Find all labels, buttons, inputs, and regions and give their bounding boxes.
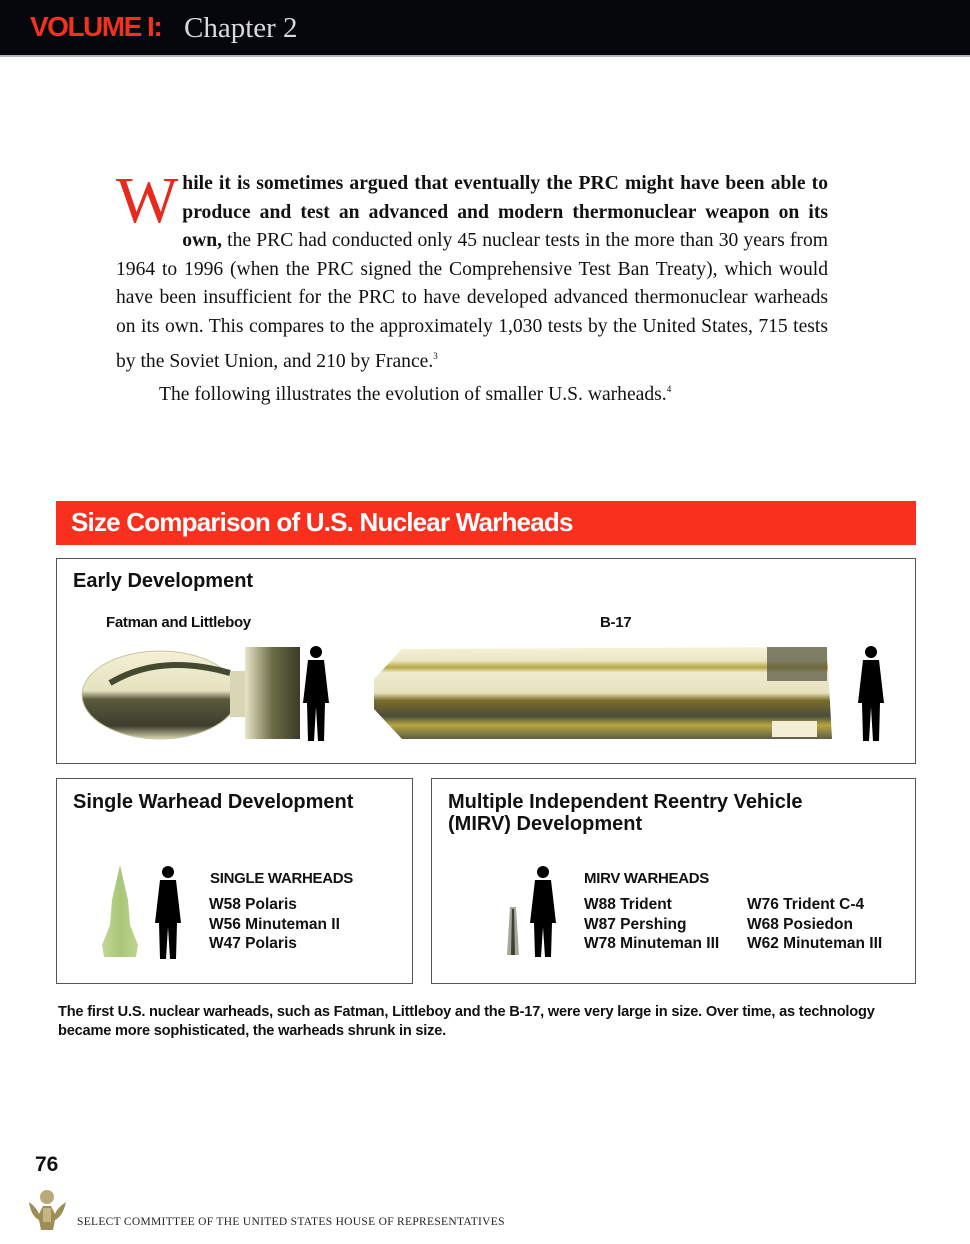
figure-title-bar — [56, 501, 916, 545]
volume-label: VOLUME I: — [30, 11, 162, 42]
b17-bomb-image — [372, 643, 834, 743]
list-item: W76 Trident C-4 — [747, 896, 865, 913]
mirv-warheads-list-col1 — [584, 895, 719, 954]
b17-label: B-17 — [600, 614, 632, 631]
mirv-title-line2: (MIRV) Development — [448, 813, 643, 835]
list-item: W87 Pershing — [584, 915, 687, 933]
intro-text: The following illustrates the evolution of smaller U.S. warheads. — [159, 384, 667, 405]
mirv-warhead-image — [506, 907, 520, 957]
intro-paragraph — [159, 384, 671, 406]
list-item: W88 Trident — [584, 896, 672, 913]
mirv-title — [448, 791, 803, 835]
person-silhouette-icon — [301, 645, 331, 743]
footnote-ref-3[interactable]: 3 — [433, 350, 438, 361]
single-warhead-title: Single Warhead Development — [73, 791, 354, 813]
body-paragraph — [116, 164, 828, 376]
great-seal-icon — [25, 1188, 70, 1232]
single-warhead-image — [100, 865, 140, 961]
footnote-ref-4[interactable]: 4 — [666, 384, 672, 394]
list-item: W68 Posiedon — [747, 915, 853, 933]
list-item: W78 Minuteman III — [584, 935, 720, 952]
list-item: W47 Polaris — [209, 935, 297, 952]
single-warheads-list — [209, 895, 340, 954]
person-silhouette-icon — [856, 645, 886, 743]
fatman-bomb-image — [80, 643, 310, 743]
list-item: W58 Polaris — [209, 896, 297, 913]
mirv-warheads-heading: MIRV WARHEADS — [584, 870, 709, 887]
fatman-littleboy-label: Fatman and Littleboy — [106, 614, 251, 631]
chapter-header-bar — [0, 0, 970, 57]
single-warheads-heading: SINGLE WARHEADS — [210, 870, 354, 887]
list-item: W56 Minuteman II — [209, 915, 340, 933]
single-warhead-panel — [56, 778, 413, 984]
figure-caption: The first U.S. nuclear warheads, such as Fatman, Littleboy and the B-17, were very large in size. Over time, as technology became more sophisticated, the warheads shrunk in size. — [58, 1004, 875, 1039]
page-number: 76 — [35, 1153, 59, 1176]
lead-bold-text: hile it is sometimes argued that eventually the PRC might have been able to produce and test an advanced and modern thermonuclear weapon on its own, — [182, 173, 828, 252]
list-item: W62 Minuteman III — [747, 935, 883, 952]
person-silhouette-icon — [153, 865, 183, 961]
figure-title: Size Comparison of U.S. Nuclear Warheads — [71, 507, 573, 537]
mirv-panel — [431, 778, 916, 984]
chapter-label: Chapter 2 — [184, 12, 298, 44]
early-development-panel — [56, 558, 916, 764]
mirv-warheads-list-col2 — [747, 895, 882, 954]
person-silhouette-icon — [528, 865, 558, 959]
drop-cap: W — [116, 164, 179, 237]
footer-committee-text: SELECT COMMITTEE OF THE UNITED STATES HOUSE OF REPRESENTATIVES — [77, 1216, 505, 1228]
early-development-title: Early Development — [73, 570, 254, 592]
lead-rest-text: the PRC had conducted only 45 nuclear tests in the more than 30 years from 1964 to 1996 (when the PRC signed the Comprehensive Test Ban Treaty), which would have been insufficient for the PRC to have developed advanced thermonuclear warheads on its own. This compares to the approximately 1,030 tests by the United States, 715 tests by the Soviet Union, and 210 by France. — [116, 230, 828, 372]
mirv-title-line1: Multiple Independent Reentry Vehicle — [448, 791, 803, 813]
